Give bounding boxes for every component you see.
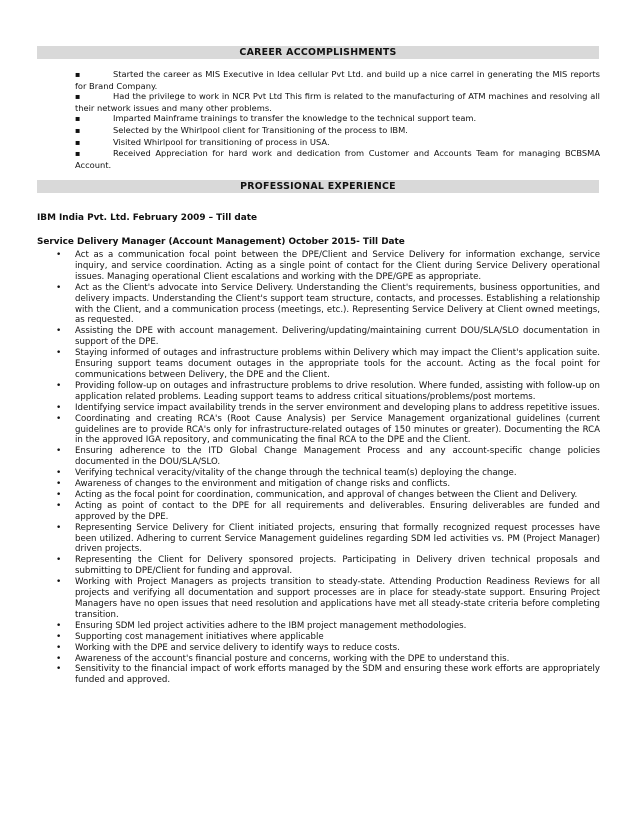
list-item: • Working with Project Managers as projects transition to steady-state. Attending Production Readiness Reviews for all projects and verifying all documentation and support processes are in place for steady-state support. Ensuring Project Managers have no open issues that need resolution and applications have met all steady-state criteria before completing transition. xyxy=(75,577,600,621)
list-item: • Assisting the DPE with account management. Delivering/updating/maintaining current DOU/SLA/SLO documentation in support of the DPE. xyxy=(75,326,600,348)
list-item: • Coordinating and creating RCA's (Root Cause Analysis) per Service Management organizational guidelines (current guidelines are to provide RCA's only for infrastructure-related outages of 150 minutes or greater). Documenting the RCA in the approved IGA repository, and communicating the final RCA to the DPE and the Client. xyxy=(75,414,600,447)
list-item: • Supporting cost management initiatives where applicable xyxy=(75,632,600,643)
list-item: • Act as the Client's advocate into Service Delivery. Understanding the Client's requirements, business opportunities, and delivery impacts. Understanding the Client's support team structure, contacts, and processes. Establishing a relationship with the Client, and a communication process (meetings, etc.). Representing Service Delivery at Client owned meetings, as requested. xyxy=(75,283,600,327)
list-item: • Acting as point of contact to the DPE for all requirements and deliverables. Ensuring deliverables are funded and approved by the DPE. xyxy=(75,501,600,523)
career-accomplishments-heading: CAREER ACCOMPLISHMENTS xyxy=(37,46,599,59)
role-line: Service Delivery Manager (Account Management) October 2015- Till Date xyxy=(37,237,405,247)
list-item: • Identifying service impact availability trends in the server environment and developing plans to address repetitive issues. xyxy=(75,403,600,414)
list-item: • Act as a communication focal point between the DPE/Client and Service Delivery for information exchange, service inquiry, and service coordination. Acting as a single point of contact for the Client during Service Delivery operational issues. Managing operational Client escalations and working with the DPE/GPE as appropriate. xyxy=(75,250,600,283)
square-bullet-icon xyxy=(75,125,113,137)
list-item: ▪Received Appreciation for hard work and dedication from Customer and Accounts Team for managing BCBSMA Account. xyxy=(75,148,600,170)
list-item: ▪Imparted Mainframe trainings to transfer the knowledge to the technical support team. xyxy=(75,113,600,125)
list-item: ▪Selected by the Whirlpool client for Transitioning of the process to IBM. xyxy=(75,125,600,137)
list-item: • Verifying technical veracity/vitality of the change through the technical team(s) deploying the change. xyxy=(75,468,600,479)
list-item: ▪Started the career as MIS Executive in Idea cellular Pvt Ltd. and build up a nice carrel in generating the MIS reports for Brand Company. xyxy=(75,69,600,91)
responsibilities-list xyxy=(75,250,600,686)
square-bullet-icon xyxy=(75,69,113,81)
list-item: • Representing the Client for Delivery sponsored projects. Participating in Delivery driven technical proposals and submitting to DPE/Client for funding and approval. xyxy=(75,555,600,577)
list-item: ▪Visited Whirlpool for transitioning of process in USA. xyxy=(75,137,600,149)
list-item: • Acting as the focal point for coordination, communication, and approval of changes between the Client and Delivery. xyxy=(75,490,600,501)
square-bullet-icon xyxy=(75,148,113,160)
list-item: • Working with the DPE and service delivery to identify ways to reduce costs. xyxy=(75,643,600,654)
list-item: • Representing Service Delivery for Client initiated projects, ensuring that formally recognized request processes have been utilized. Adhering to current Service Management guidelines regarding SDM led activities vs. PM (Project Manager) driven projects. xyxy=(75,523,600,556)
square-bullet-icon xyxy=(75,113,113,125)
accomplishments-list xyxy=(75,69,600,170)
list-item: • Awareness of changes to the environment and mitigation of change risks and conflicts. xyxy=(75,479,600,490)
square-bullet-icon xyxy=(75,137,113,149)
company-line: IBM India Pvt. Ltd. February 2009 – Till date xyxy=(37,213,257,223)
list-item: ▪Had the privilege to work in NCR Pvt Ltd This firm is related to the manufacturing of ATM machines and resolving all their network issues and many other problems. xyxy=(75,91,600,113)
list-item: • Staying informed of outages and infrastructure problems within Delivery which may impact the Client's application suite. Ensuring support teams document outages in the appropriate tools for the account. Acting as the focal point for communications between Delivery, the DPE and the Client. xyxy=(75,348,600,381)
list-item: • Ensuring SDM led project activities adhere to the IBM project management methodologies. xyxy=(75,621,600,632)
list-item: • Sensitivity to the financial impact of work efforts managed by the SDM and ensuring these work efforts are appropriately funded and approved. xyxy=(75,664,600,686)
list-item: • Providing follow-up on outages and infrastructure problems to drive resolution. Where funded, assisting with follow-up on application related problems. Leading support teams to address critical situations/problems/post mortems. xyxy=(75,381,600,403)
square-bullet-icon xyxy=(75,91,113,103)
list-item: • Ensuring adherence to the ITD Global Change Management Process and any account-specific change policies documented in the DOU/SLA/SLO. xyxy=(75,446,600,468)
professional-experience-heading: PROFESSIONAL EXPERIENCE xyxy=(37,180,599,193)
list-item: • Awareness of the account's financial posture and concerns, working with the DPE to understand this. xyxy=(75,654,600,665)
